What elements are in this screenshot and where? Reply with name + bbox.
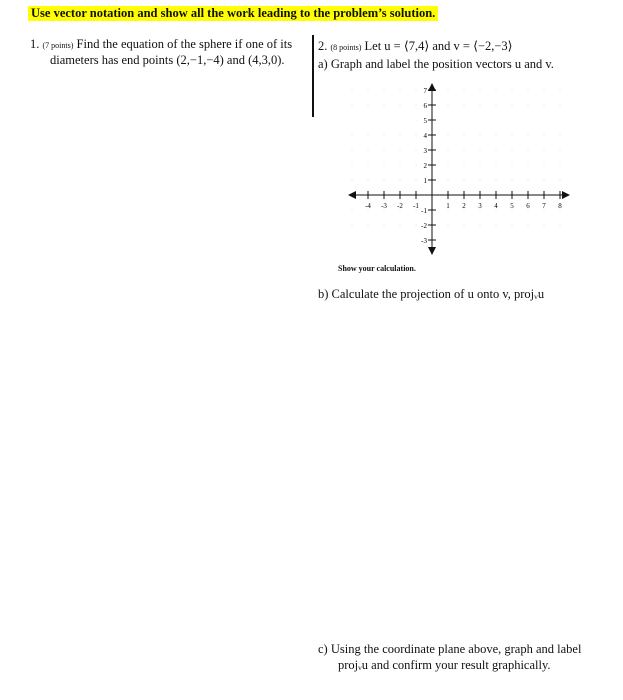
problem-1	[30, 37, 310, 68]
grid-dot	[464, 135, 465, 136]
grid-dot	[512, 135, 513, 136]
x-tick-label: 1	[446, 202, 450, 210]
grid-dot	[544, 165, 545, 166]
grid-dot	[368, 135, 369, 136]
part-c-line-2: projᵥu and confirm your result graphically.	[338, 658, 551, 672]
grid-dot	[448, 120, 449, 121]
grid-dot	[512, 240, 513, 241]
x-tick-label: 6	[526, 202, 530, 210]
grid-dot	[512, 180, 513, 181]
grid-dot	[480, 105, 481, 106]
x-tick-label: 8	[558, 202, 562, 210]
grid-dot	[464, 120, 465, 121]
grid-dot	[400, 240, 401, 241]
grid-dot	[512, 120, 513, 121]
grid-dot	[416, 165, 417, 166]
grid-dot	[448, 90, 449, 91]
y-tick-label: 6	[423, 102, 427, 110]
y-tick-label: 5	[423, 117, 427, 125]
grid-dot	[416, 240, 417, 241]
grid-dot	[512, 225, 513, 226]
grid-dot	[416, 105, 417, 106]
grid-dot	[352, 150, 353, 151]
grid-dot	[560, 240, 561, 241]
grid-dot	[352, 120, 353, 121]
grid-dot	[352, 105, 353, 106]
x-tick-label: 7	[542, 202, 546, 210]
grid-dot	[400, 180, 401, 181]
grid-dot	[352, 225, 353, 226]
grid-dot	[480, 120, 481, 121]
grid-dot	[448, 225, 449, 226]
grid-dot	[496, 165, 497, 166]
part-a: a) Graph and label the position vectors u and v.	[318, 57, 554, 71]
x-tick-label: 4	[494, 202, 498, 210]
grid-dot	[512, 90, 513, 91]
grid-dot	[560, 150, 561, 151]
grid-dot	[400, 165, 401, 166]
grid-dot	[384, 90, 385, 91]
grid-dot	[464, 90, 465, 91]
grid-dot	[560, 165, 561, 166]
grid-dot	[512, 150, 513, 151]
grid-dot	[384, 165, 385, 166]
problem-2-number: 2.	[318, 39, 328, 53]
grid-dot	[384, 180, 385, 181]
instruction-banner: Use vector notation and show all the work leading to the problem’s solution.	[28, 6, 438, 21]
grid-dot	[544, 180, 545, 181]
problem-2	[318, 38, 618, 56]
grid-dot	[496, 90, 497, 91]
grid-dot	[544, 225, 545, 226]
grid-dot	[416, 225, 417, 226]
grid-dot	[528, 135, 529, 136]
grid-dot	[368, 240, 369, 241]
grid-dot	[560, 105, 561, 106]
grid-dot	[368, 150, 369, 151]
part-b: b) Calculate the projection of u onto v, projᵥu	[318, 287, 545, 301]
grid-dot	[352, 165, 353, 166]
grid-dot	[480, 225, 481, 226]
column-divider	[312, 35, 314, 117]
axis-ticks	[365, 87, 562, 245]
grid-dot	[368, 105, 369, 106]
grid-dot	[496, 225, 497, 226]
x-tick-label: 3	[478, 202, 482, 210]
grid-dot	[464, 240, 465, 241]
x-tick-label: -2	[397, 202, 403, 210]
grid-dot	[544, 90, 545, 91]
y-tick-label: 2	[423, 162, 427, 170]
grid-dot	[400, 105, 401, 106]
coordinate-plane	[340, 80, 580, 258]
grid-dot	[544, 150, 545, 151]
x-axis-arrow-right	[562, 191, 570, 199]
problem-1-points: (7 points)	[42, 41, 74, 50]
grid-dot	[496, 150, 497, 151]
grid-dot	[496, 240, 497, 241]
grid-dot	[480, 240, 481, 241]
grid-dot	[480, 135, 481, 136]
grid-dot	[416, 180, 417, 181]
y-tick-label: 1	[423, 177, 427, 185]
grid-dot	[384, 240, 385, 241]
grid-dot	[464, 225, 465, 226]
grid-dots	[352, 90, 561, 241]
grid-dot	[416, 120, 417, 121]
y-tick-label: 4	[423, 132, 427, 140]
grid-dot	[544, 135, 545, 136]
grid-dot	[384, 105, 385, 106]
grid-dot	[528, 180, 529, 181]
grid-dot	[400, 135, 401, 136]
grid-dot	[480, 150, 481, 151]
grid-dot	[528, 120, 529, 121]
grid-dot	[464, 165, 465, 166]
grid-dot	[528, 240, 529, 241]
y-axis-arrow-down	[428, 247, 436, 255]
grid-dot	[496, 120, 497, 121]
grid-dot	[528, 105, 529, 106]
grid-dot	[528, 165, 529, 166]
grid-dot	[400, 225, 401, 226]
y-tick-label: -2	[421, 222, 427, 230]
x-tick-label: 2	[462, 202, 466, 210]
grid-dot	[400, 90, 401, 91]
problem-1-number: 1.	[30, 37, 40, 51]
grid-dot	[528, 225, 529, 226]
grid-dot	[560, 135, 561, 136]
grid-dot	[448, 240, 449, 241]
grid-dot	[368, 120, 369, 121]
grid-dot	[560, 180, 561, 181]
grid-dot	[384, 225, 385, 226]
grid-dot	[400, 150, 401, 151]
grid-dot	[496, 135, 497, 136]
problem-2-statement: Let u = ⟨7,4⟩ and v = ⟨−2,−3⟩	[364, 39, 513, 53]
grid-dot	[352, 210, 353, 211]
x-tick-label: -3	[381, 202, 387, 210]
problem-1-line-1: Find the equation of the sphere if one of its	[76, 37, 293, 51]
show-calculation-note: Show your calculation.	[338, 264, 416, 273]
y-tick-label: 3	[423, 147, 427, 155]
grid-dot	[544, 105, 545, 106]
grid-dot	[496, 180, 497, 181]
part-c-line-1: c) Using the coordinate plane above, graph and label	[318, 642, 582, 656]
y-tick-label: -3	[421, 237, 427, 245]
grid-dot	[352, 90, 353, 91]
grid-dot	[544, 240, 545, 241]
grid-dot	[384, 150, 385, 151]
grid-dot	[368, 225, 369, 226]
y-tick-label: -1	[421, 207, 427, 215]
grid-dot	[464, 180, 465, 181]
grid-dot	[448, 180, 449, 181]
problem-2-points: (8 points)	[330, 43, 362, 52]
grid-dot	[416, 90, 417, 91]
grid-dot	[384, 120, 385, 121]
x-tick-label: 5	[510, 202, 514, 210]
part-c	[318, 641, 608, 673]
grid-dot	[560, 120, 561, 121]
x-tick-label: -1	[413, 202, 419, 210]
grid-dot	[416, 135, 417, 136]
y-tick-label: 7	[423, 87, 427, 95]
x-tick-label: -4	[365, 202, 371, 210]
grid-dot	[448, 105, 449, 106]
grid-dot	[368, 90, 369, 91]
grid-dot	[512, 165, 513, 166]
grid-dot	[528, 90, 529, 91]
grid-dot	[352, 135, 353, 136]
grid-dot	[448, 165, 449, 166]
x-axis-arrow-left	[348, 191, 356, 199]
grid-dot	[560, 225, 561, 226]
grid-dot	[352, 180, 353, 181]
grid-dot	[400, 120, 401, 121]
grid-dot	[368, 180, 369, 181]
grid-dot	[448, 150, 449, 151]
grid-dot	[512, 105, 513, 106]
grid-dot	[448, 135, 449, 136]
grid-dot	[480, 180, 481, 181]
grid-dot	[480, 165, 481, 166]
grid-dot	[368, 165, 369, 166]
grid-dot	[544, 120, 545, 121]
grid-dot	[464, 150, 465, 151]
problem-1-line-2: diameters has end points (2,−1,−4) and (4,3,0).	[50, 53, 285, 67]
grid-dot	[528, 150, 529, 151]
grid-dot	[352, 240, 353, 241]
grid-dot	[480, 90, 481, 91]
grid-dot	[416, 150, 417, 151]
grid-dot	[496, 105, 497, 106]
grid-dot	[464, 105, 465, 106]
grid-dot	[560, 90, 561, 91]
grid-dot	[384, 135, 385, 136]
